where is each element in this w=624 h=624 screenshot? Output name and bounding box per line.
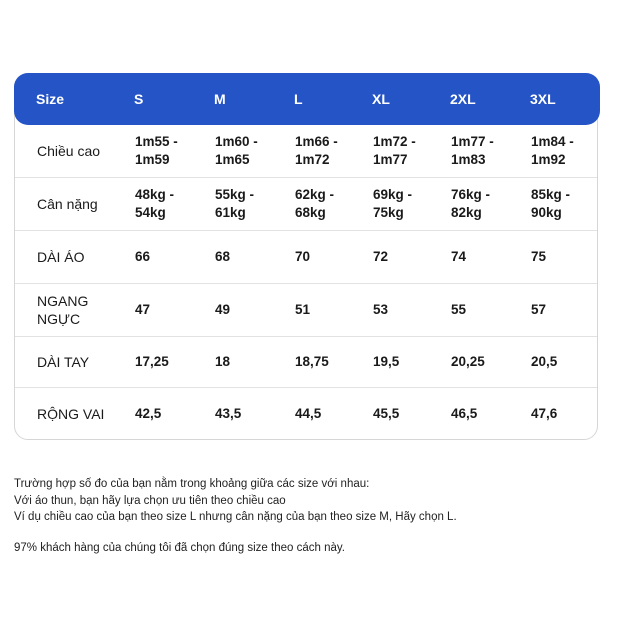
table-cell: 1m55 - 1m59 [135,134,178,167]
header-l: L [294,91,303,107]
table-cell: 18 [215,354,231,369]
table-cell: 53 [373,302,389,317]
row-label: NGANG NGỰC [37,293,89,327]
table-row-shoulder [15,388,597,439]
table-cell: 1m72 - 1m77 [373,134,416,167]
header-m: M [214,91,226,107]
table-cell: 72 [373,249,389,264]
header-size: Size [36,91,65,107]
row-label: DÀI ÁO [37,249,85,265]
row-label: Chiều cao [37,143,101,159]
table-cell: 48kg - 54kg [135,187,175,220]
header-2xl: 2XL [450,91,476,107]
table-cell: 1m77 - 1m83 [451,134,494,167]
table-cell: 57 [531,302,547,317]
table-cell: 46,5 [451,405,478,421]
table-cell: 49 [215,302,231,317]
table-cell: 42,5 [135,405,162,421]
header-s: S [134,91,144,107]
table-cell: 70 [295,249,311,264]
table-row-length [15,231,597,284]
table-cell: 75 [531,249,547,264]
table-cell: 20,25 [451,354,485,369]
table-cell: 1m66 - 1m72 [295,134,338,167]
table-cell: 85kg - 90kg [531,187,571,220]
header-xl: XL [372,91,390,107]
table-cell: 68 [215,249,231,264]
table-cell: 44,5 [295,405,322,421]
note-line: Trường hợp số đo của bạn nằm trong khoảng giữa các size với nhau: [14,478,370,490]
row-label: DÀI TAY [37,354,90,370]
table-cell: 19,5 [373,354,400,369]
table-cell: 66 [135,249,151,264]
table-cell: 74 [451,249,467,264]
table-cell: 55 [451,302,467,317]
table-cell: 1m60 - 1m65 [215,134,258,167]
header-3xl: 3XL [530,91,556,107]
row-label: RỘNG VAI [37,405,105,422]
table-row-weight [15,178,597,231]
table-cell: 62kg - 68kg [295,187,335,220]
table-cell: 47,6 [531,405,558,421]
table-cell: 47 [135,302,151,317]
row-label: Cân nặng [37,196,98,212]
note-line: Với áo thun, bạn hãy lựa chọn ưu tiên theo chiều cao [14,494,286,507]
table-cell: 43,5 [215,405,242,421]
table-row-chest [15,284,597,337]
table-cell: 18,75 [295,354,329,369]
table-header-row [14,73,600,125]
table-cell: 20,5 [531,354,558,369]
table-cell: 69kg - 75kg [373,187,413,220]
table-cell: 51 [295,302,311,317]
note-line: Ví dụ chiều cao của bạn theo size L nhưng cân nặng của bạn theo size M, Hãy chọn L. [14,511,457,523]
table-row-sleeve [15,337,597,388]
table-row-height [15,125,597,178]
table-cell: 76kg - 82kg [451,187,491,220]
table-cell: 45,5 [373,405,400,421]
note-line: 97% khách hàng của chúng tôi đã chọn đúng size theo cách này. [14,541,345,554]
table-cell: 1m84 - 1m92 [531,134,574,167]
size-notes [14,476,614,556]
table-cell: 17,25 [135,354,169,369]
table-cell: 55kg - 61kg [215,187,255,220]
size-chart-table [14,73,598,440]
